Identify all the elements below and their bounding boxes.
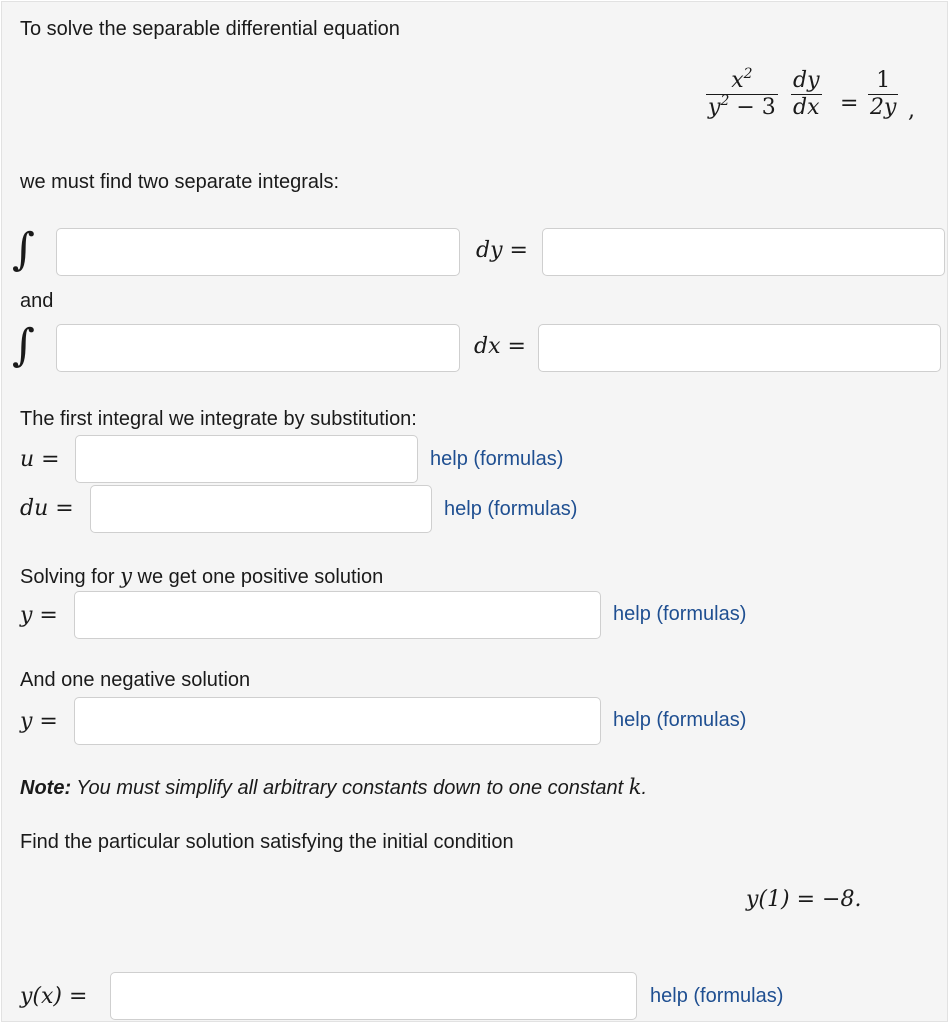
- du-input[interactable]: [90, 485, 432, 533]
- u-label: u =: [20, 447, 60, 472]
- particular-help-link[interactable]: help (formulas): [650, 985, 784, 1007]
- substitution-intro: The first integral we integrate by substitution:: [20, 408, 417, 430]
- negative-help-link[interactable]: help (formulas): [613, 709, 747, 731]
- second-integrand-input[interactable]: [56, 324, 460, 372]
- second-integral-result-input[interactable]: [538, 324, 941, 372]
- lhs-num-var: x: [731, 68, 744, 93]
- integral-sign: ∫: [12, 320, 35, 371]
- first-integral-result-input[interactable]: [542, 228, 945, 276]
- note-body: You must simplify all arbitrary constants down to one constant: [71, 777, 629, 799]
- lhs-num-exp: 2: [743, 66, 753, 82]
- negative-solution-input[interactable]: [74, 697, 601, 745]
- intro-text: To solve the separable differential equation: [20, 18, 400, 40]
- equation-equals: =: [840, 91, 859, 116]
- k-variable: k: [628, 775, 642, 799]
- equation-lhs-denominator: [706, 95, 778, 121]
- particular-y-label: y(x) =: [20, 984, 88, 1009]
- dx-symbol: dx: [474, 334, 501, 359]
- equation-rhs-fraction: [868, 68, 898, 121]
- intro-prefix: Solving for: [20, 566, 121, 588]
- rhs-denominator: 2y: [870, 95, 897, 120]
- equation-lhs-fraction: [706, 68, 778, 121]
- positive-solution-intro: [20, 564, 383, 589]
- particular-solution-intro: Find the particular solution satisfying the initial condition: [20, 831, 514, 853]
- lhs-den-exp: 2: [720, 93, 730, 109]
- note-text: [20, 775, 647, 800]
- u-help-link[interactable]: help (formulas): [430, 448, 564, 470]
- positive-y-label: y =: [20, 603, 58, 628]
- negative-solution-intro: And one negative solution: [20, 669, 251, 691]
- positive-solution-input[interactable]: [74, 591, 601, 639]
- note-period: .: [641, 777, 648, 799]
- equation-derivative: [791, 68, 822, 121]
- du-label: du =: [20, 496, 74, 521]
- integral-sign: ∫: [12, 224, 35, 275]
- negative-y-label: y =: [20, 709, 58, 734]
- derivative-numerator: dy: [793, 68, 820, 93]
- intro-suffix: we get one positive solution: [131, 566, 384, 588]
- note-label: Note:: [20, 777, 72, 799]
- equation-comma: ,: [908, 98, 915, 123]
- first-integrand-input[interactable]: [56, 228, 460, 276]
- and-joiner: and: [20, 290, 54, 312]
- lhs-den-var: y: [708, 95, 721, 120]
- dy-symbol: dy: [476, 238, 503, 263]
- equals-sign: =: [509, 238, 528, 263]
- positive-help-link[interactable]: help (formulas): [613, 603, 747, 625]
- problem-panel: [1, 1, 948, 1022]
- integrals-intro: we must find two separate integrals:: [20, 171, 340, 193]
- lhs-den-tail: − 3: [729, 95, 776, 120]
- initial-condition: y(1) = −8.: [746, 887, 862, 912]
- u-input[interactable]: [75, 435, 418, 483]
- equals-sign: =: [507, 334, 526, 359]
- y-variable: y: [120, 564, 132, 588]
- equation-lhs-numerator: [729, 68, 754, 94]
- du-help-link[interactable]: help (formulas): [444, 498, 578, 520]
- second-differential: [474, 334, 526, 359]
- derivative-denominator: dx: [793, 95, 820, 120]
- particular-solution-input[interactable]: [110, 972, 637, 1020]
- rhs-numerator: 1: [876, 68, 891, 93]
- first-differential: [476, 238, 528, 263]
